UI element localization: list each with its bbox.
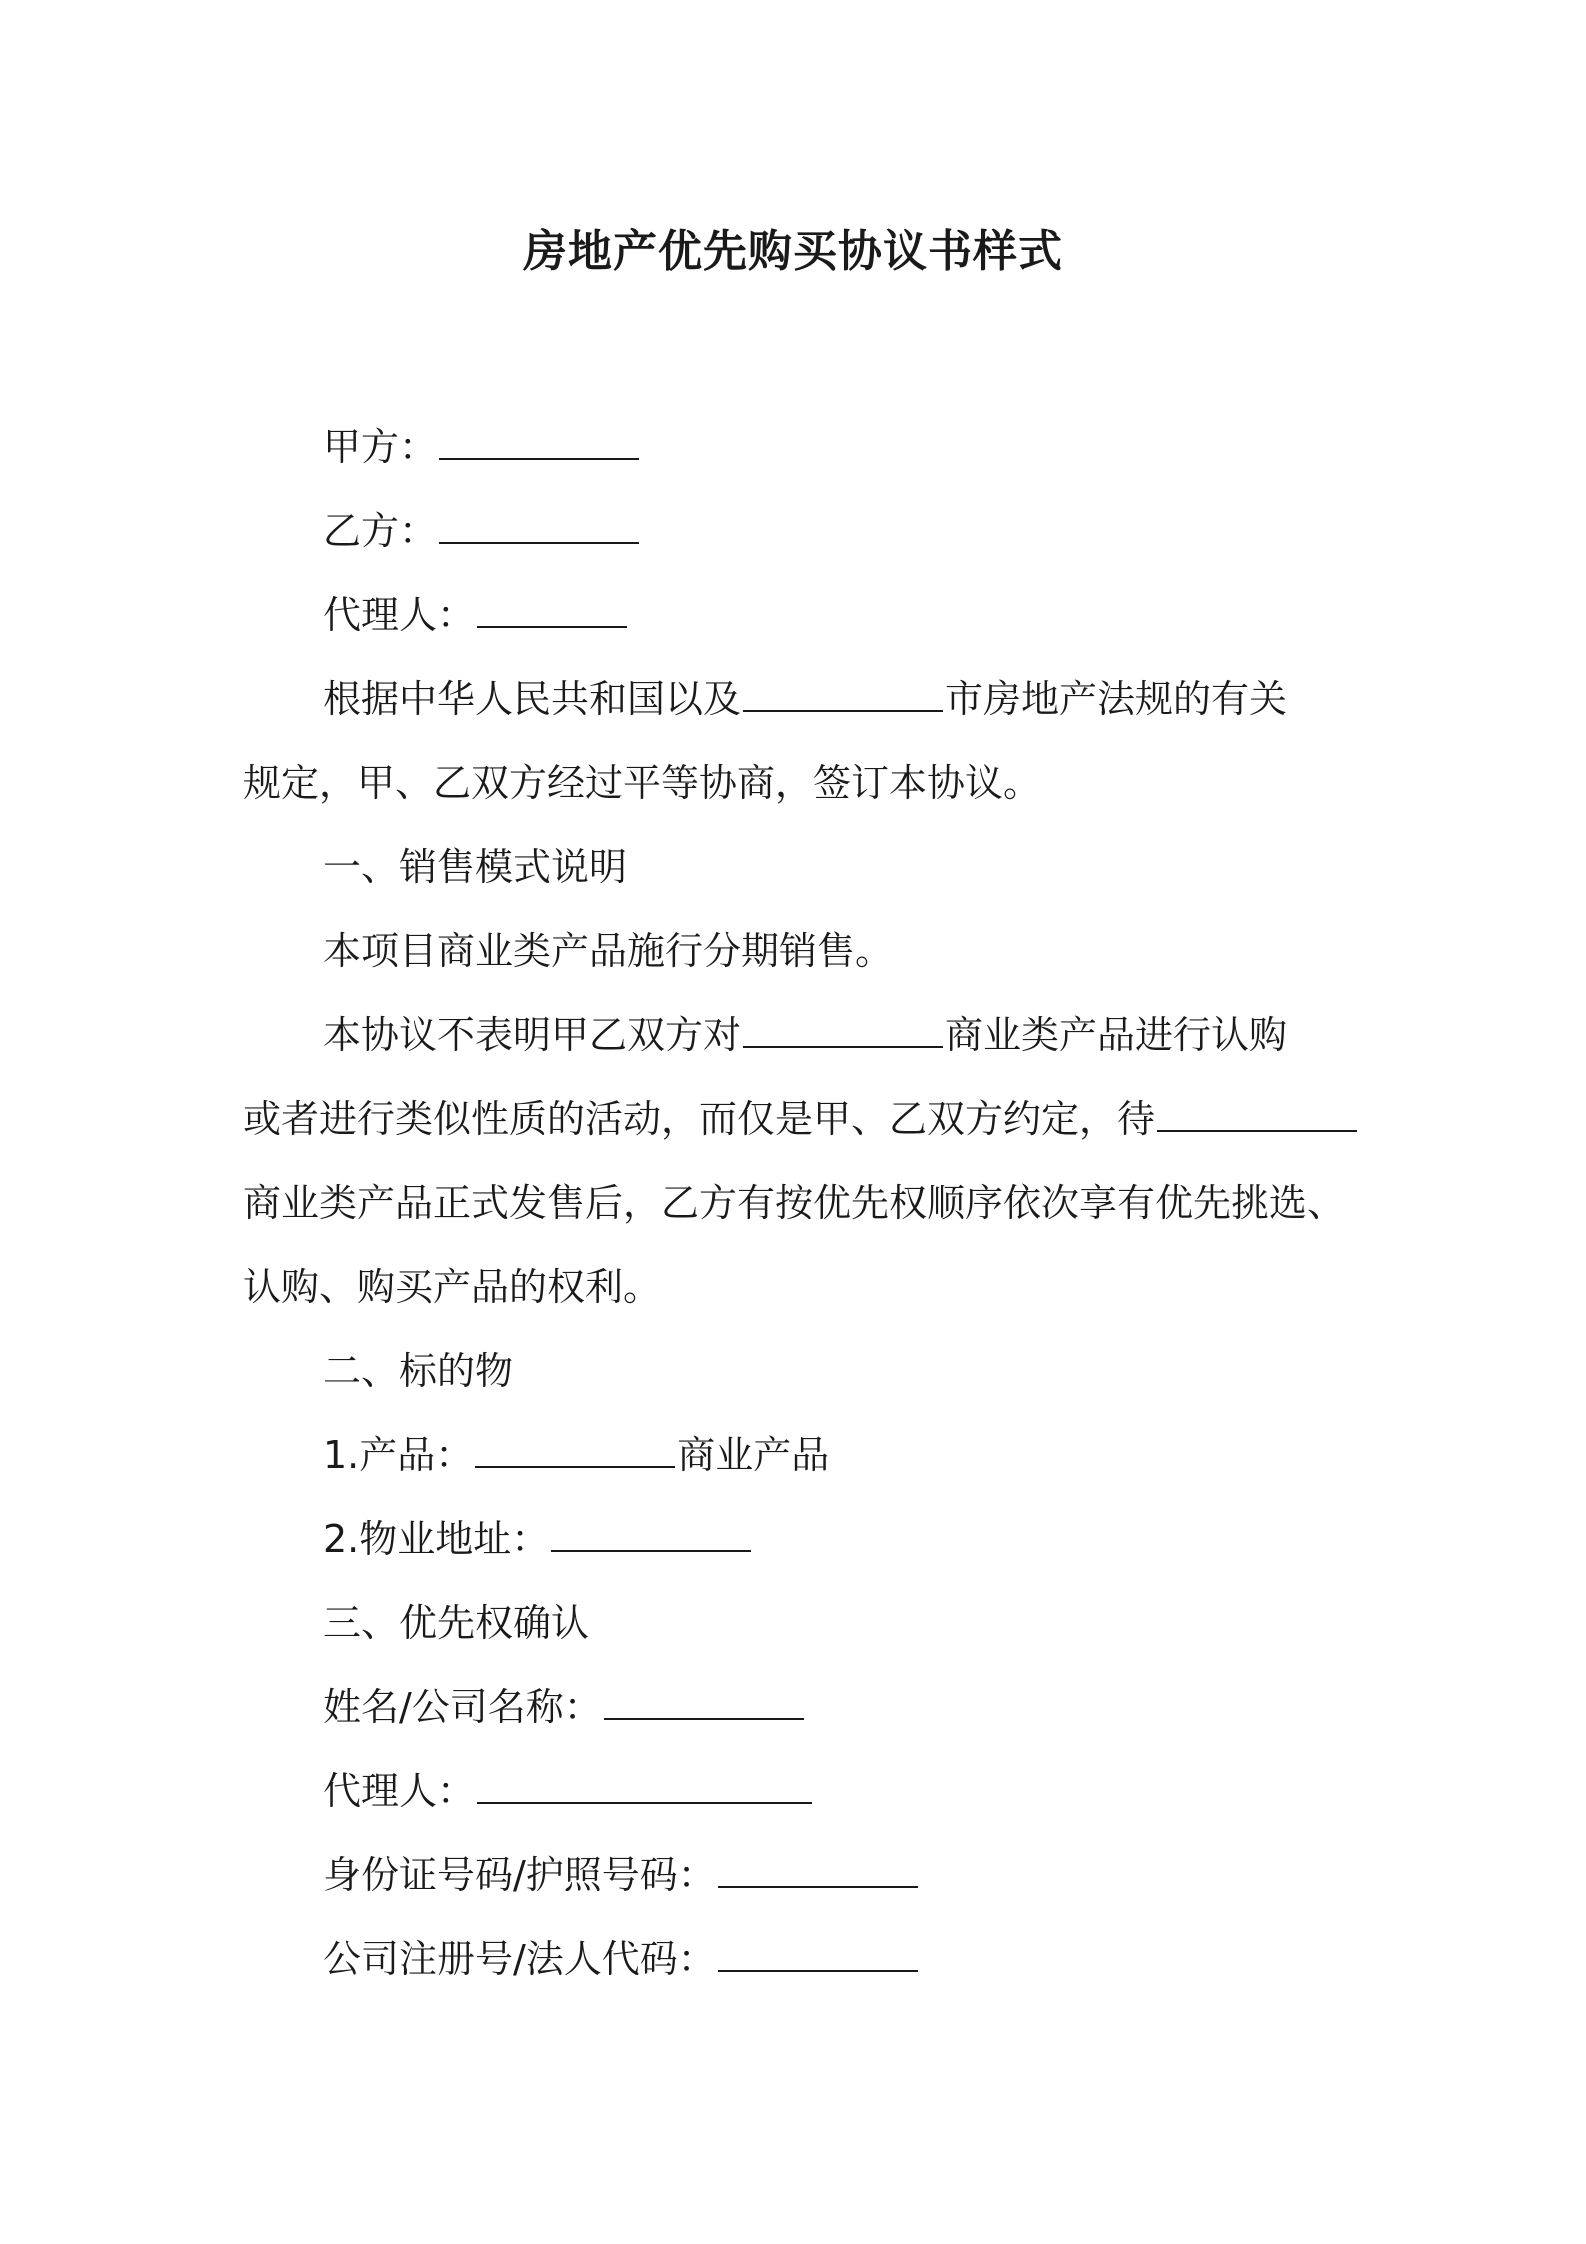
product-label: 1.产品：	[323, 1433, 474, 1477]
name-label: 姓名/公司名称：	[323, 1685, 602, 1729]
party-a-line	[243, 405, 1373, 489]
section1-p2-text-4: 商业类产品正式发售后，乙方有按优先权顺序依次享有优先挑选、	[243, 1181, 1346, 1225]
address-label: 2.物业地址：	[323, 1517, 550, 1561]
section1-p1-line	[243, 909, 1373, 993]
intro-text-1: 根据中华人民共和国以及	[323, 677, 742, 721]
section1-p2-text-3: 或者进行类似性质的活动，而仅是甲、乙双方约定，待	[243, 1097, 1156, 1141]
company-blank	[718, 1938, 918, 1972]
intro-text-3: 规定，甲、乙双方经过平等协商，签订本协议。	[243, 761, 1042, 805]
party-b-line	[243, 489, 1373, 573]
section1-p1: 本项目商业类产品施行分期销售。	[323, 929, 894, 973]
product-blank	[475, 1434, 675, 1468]
section1-heading-line	[243, 825, 1373, 909]
section1-p2-line-1	[243, 993, 1373, 1077]
address-line	[243, 1497, 1373, 1581]
name-line	[243, 1665, 1373, 1749]
section1-heading: 一、销售模式说明	[323, 845, 628, 889]
section3-heading-line	[243, 1581, 1373, 1665]
product-line	[243, 1413, 1373, 1497]
city-blank	[743, 678, 943, 712]
project-blank-2	[1157, 1098, 1357, 1132]
document-body	[243, 405, 1373, 2001]
party-a-label: 甲方：	[323, 425, 438, 469]
product-suffix: 商业产品	[677, 1433, 830, 1477]
address-blank	[551, 1518, 751, 1552]
intro-line-2	[243, 741, 1373, 825]
party-b-blank	[439, 510, 639, 544]
section1-p2-text-1: 本协议不表明甲乙双方对	[323, 1013, 742, 1057]
section1-p2-line-4	[243, 1245, 1373, 1329]
agent-label: 代理人：	[323, 593, 476, 637]
section3-agent-blank	[477, 1770, 812, 1804]
section1-p2-text-5: 认购、购买产品的权利。	[243, 1265, 662, 1309]
intro-line-1	[243, 657, 1373, 741]
section3-agent-label: 代理人：	[323, 1769, 476, 1813]
section1-p2-line-2	[243, 1077, 1373, 1161]
section1-p2-text-2: 商业类产品进行认购	[945, 1013, 1288, 1057]
project-blank-1	[743, 1014, 943, 1048]
id-blank	[718, 1854, 918, 1888]
document-title: 房地产优先购买协议书样式	[523, 226, 1063, 277]
id-label: 身份证号码/护照号码：	[323, 1853, 716, 1897]
section2-heading-line	[243, 1329, 1373, 1413]
section1-p2-line-3	[243, 1161, 1373, 1245]
agent-blank	[477, 594, 627, 628]
party-b-label: 乙方：	[323, 509, 438, 553]
name-blank	[604, 1686, 804, 1720]
section3-agent-line	[243, 1749, 1373, 1833]
intro-text-2: 市房地产法规的有关	[945, 677, 1288, 721]
agent-line	[243, 573, 1373, 657]
party-a-blank	[439, 426, 639, 460]
section2-heading: 二、标的物	[323, 1349, 514, 1393]
company-line	[243, 1917, 1373, 2001]
company-label: 公司注册号/法人代码：	[323, 1937, 716, 1981]
section3-heading: 三、优先权确认	[323, 1601, 590, 1645]
id-line	[243, 1833, 1373, 1917]
